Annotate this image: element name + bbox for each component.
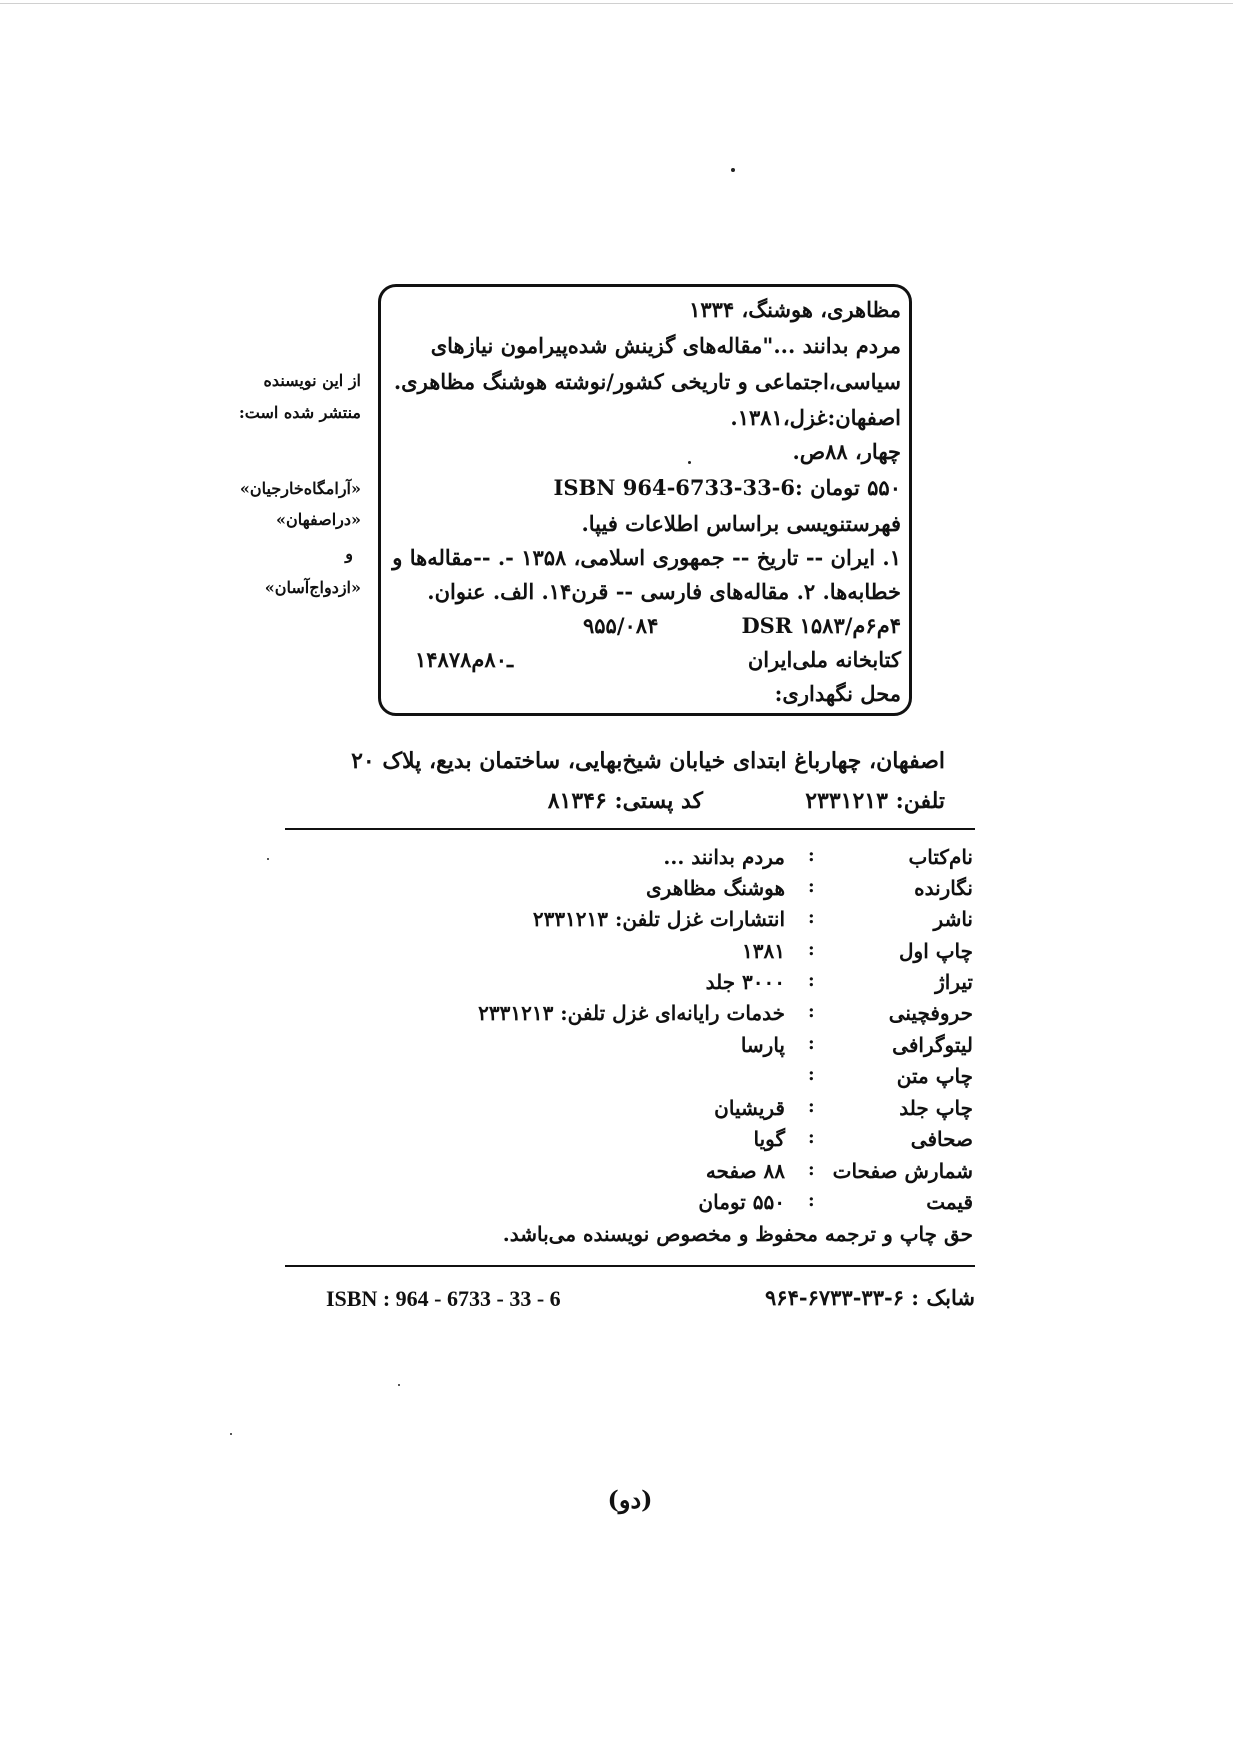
info-label: نام‌کتاب bbox=[908, 845, 973, 869]
other-work-title: «آرامگاه‌خارجیان» bbox=[239, 479, 361, 498]
info-value: انتشارات غزل تلفن: ۲۳۳۱۲۱۳ bbox=[532, 907, 785, 931]
divider-bottom bbox=[285, 1265, 975, 1267]
publisher-address: اصفهان، چهارباغ ابتدای خیابان شیخ‌بهایی، ساختمان بدیع، پلاک ۲۰ bbox=[351, 748, 945, 774]
info-separator: : bbox=[808, 876, 815, 897]
info-label: حروفچینی bbox=[888, 1001, 973, 1025]
info-label: ناشر bbox=[933, 907, 973, 931]
info-separator: : bbox=[808, 939, 815, 960]
catalog-call-number: ۴م۶م/۱۵۸۳ DSR bbox=[741, 613, 901, 638]
catalog-note: فهرستنویسی براساس اطلاعات فیپا. bbox=[581, 511, 901, 536]
page-number: (دو) bbox=[607, 1485, 653, 1514]
info-separator: : bbox=[808, 845, 815, 866]
catalog-title-line2: سیاسی،اجتماعی و تاریخی کشور/نوشته هوشنگ مظاهری. bbox=[393, 369, 901, 394]
info-value: پارسا bbox=[740, 1033, 785, 1057]
info-separator: : bbox=[808, 970, 815, 991]
info-separator: : bbox=[808, 1159, 815, 1180]
info-separator: : bbox=[808, 907, 815, 928]
speck bbox=[398, 1384, 400, 1386]
copyright-notice: حق چاپ و ترجمه محفوظ و مخصوص نویسنده می‌باشد. bbox=[502, 1222, 973, 1246]
info-value: خدمات رایانه‌ای غزل تلفن: ۲۳۳۱۲۱۳ bbox=[478, 1001, 785, 1025]
info-value: قریشیان bbox=[714, 1096, 785, 1120]
catalog-classification-number: ۹۵۵/۰۸۴ bbox=[583, 613, 659, 638]
catalog-record-number: ۱۴۸۷۸ـ۸۰م bbox=[415, 647, 514, 672]
catalog-author: مظاهری، هوشنگ، ۱۳۳۴ bbox=[689, 297, 901, 322]
publisher-phone: تلفن: ۲۳۳۱۲۱۳ bbox=[805, 788, 945, 814]
info-separator: : bbox=[808, 1096, 815, 1117]
info-label: شمارش صفحات bbox=[832, 1159, 973, 1183]
info-label: چاپ اول bbox=[899, 939, 973, 963]
catalog-library: کتابخانه ملی‌ایران bbox=[747, 647, 901, 672]
info-separator: : bbox=[808, 1033, 815, 1054]
catalog-imprint: اصفهان:غزل،۱۳۸۱. bbox=[730, 405, 901, 430]
catalog-location: محل نگهداری: bbox=[774, 681, 901, 706]
isbn-latin: ISBN : 964 - 6733 - 33 - 6 bbox=[326, 1286, 561, 1311]
info-label: تیراژ bbox=[935, 970, 973, 994]
catalog-subjects-line2: خطابه‌ها. ۲. مقاله‌های فارسی -- قرن۱۴. الف. عنوان. bbox=[427, 579, 901, 604]
info-separator: : bbox=[808, 1127, 815, 1148]
info-label: نگارنده bbox=[914, 876, 973, 900]
catalog-title-line1: مردم بدانند ..."مقاله‌های گزینش شده‌پیرامون نیازهای bbox=[430, 333, 901, 358]
info-label: چاپ جلد bbox=[899, 1096, 973, 1120]
catalog-isbn-price: ۵۵۰ تومان :ISBN 964-6733-33-6 bbox=[553, 475, 901, 500]
info-label: لیتوگرافی bbox=[892, 1033, 973, 1057]
info-separator: : bbox=[808, 1001, 815, 1022]
isbn-persian: شابک : ۶-۳۳-۶۷۳۳-۹۶۴ bbox=[765, 1285, 975, 1310]
speck bbox=[731, 168, 735, 172]
info-value: هوشنگ مظاهری bbox=[646, 876, 785, 900]
other-works-heading: از این نویسنده bbox=[263, 371, 361, 390]
divider-top bbox=[285, 828, 975, 830]
info-value: ۱۳۸۱ bbox=[742, 939, 785, 963]
other-work-title: «دراصفهان» bbox=[276, 510, 361, 529]
other-work-conjunction: و bbox=[345, 544, 353, 563]
catalog-extent: چهار، ۸۸ص. bbox=[792, 439, 901, 464]
info-separator: : bbox=[808, 1064, 815, 1085]
info-value: گویا bbox=[753, 1127, 785, 1151]
speck bbox=[267, 858, 269, 860]
info-value: مردم بدانند ... bbox=[663, 845, 785, 869]
info-value: ۵۵۰ تومان bbox=[698, 1190, 785, 1214]
info-value: ۸۸ صفحه bbox=[705, 1159, 785, 1183]
info-value: ۳۰۰۰ جلد bbox=[705, 970, 785, 994]
catalog-record-box bbox=[378, 284, 912, 716]
info-label: صحافی bbox=[910, 1127, 973, 1151]
top-edge-line bbox=[0, 3, 1233, 4]
info-label: قیمت bbox=[926, 1190, 973, 1214]
other-works-heading-2: منتشر شده است: bbox=[238, 403, 361, 422]
info-separator: : bbox=[808, 1190, 815, 1211]
catalog-subjects-line1: ۱. ایران -- تاریخ -- جمهوری اسلامی، ۱۳۵۸ -. --مقاله‌ها و bbox=[392, 545, 901, 570]
other-work-title: «ازدواج‌آسان» bbox=[264, 578, 361, 597]
info-label: چاپ متن bbox=[896, 1064, 973, 1088]
publisher-postal-code: کد پستی: ۸۱۳۴۶ bbox=[547, 788, 703, 814]
speck bbox=[230, 1433, 232, 1435]
